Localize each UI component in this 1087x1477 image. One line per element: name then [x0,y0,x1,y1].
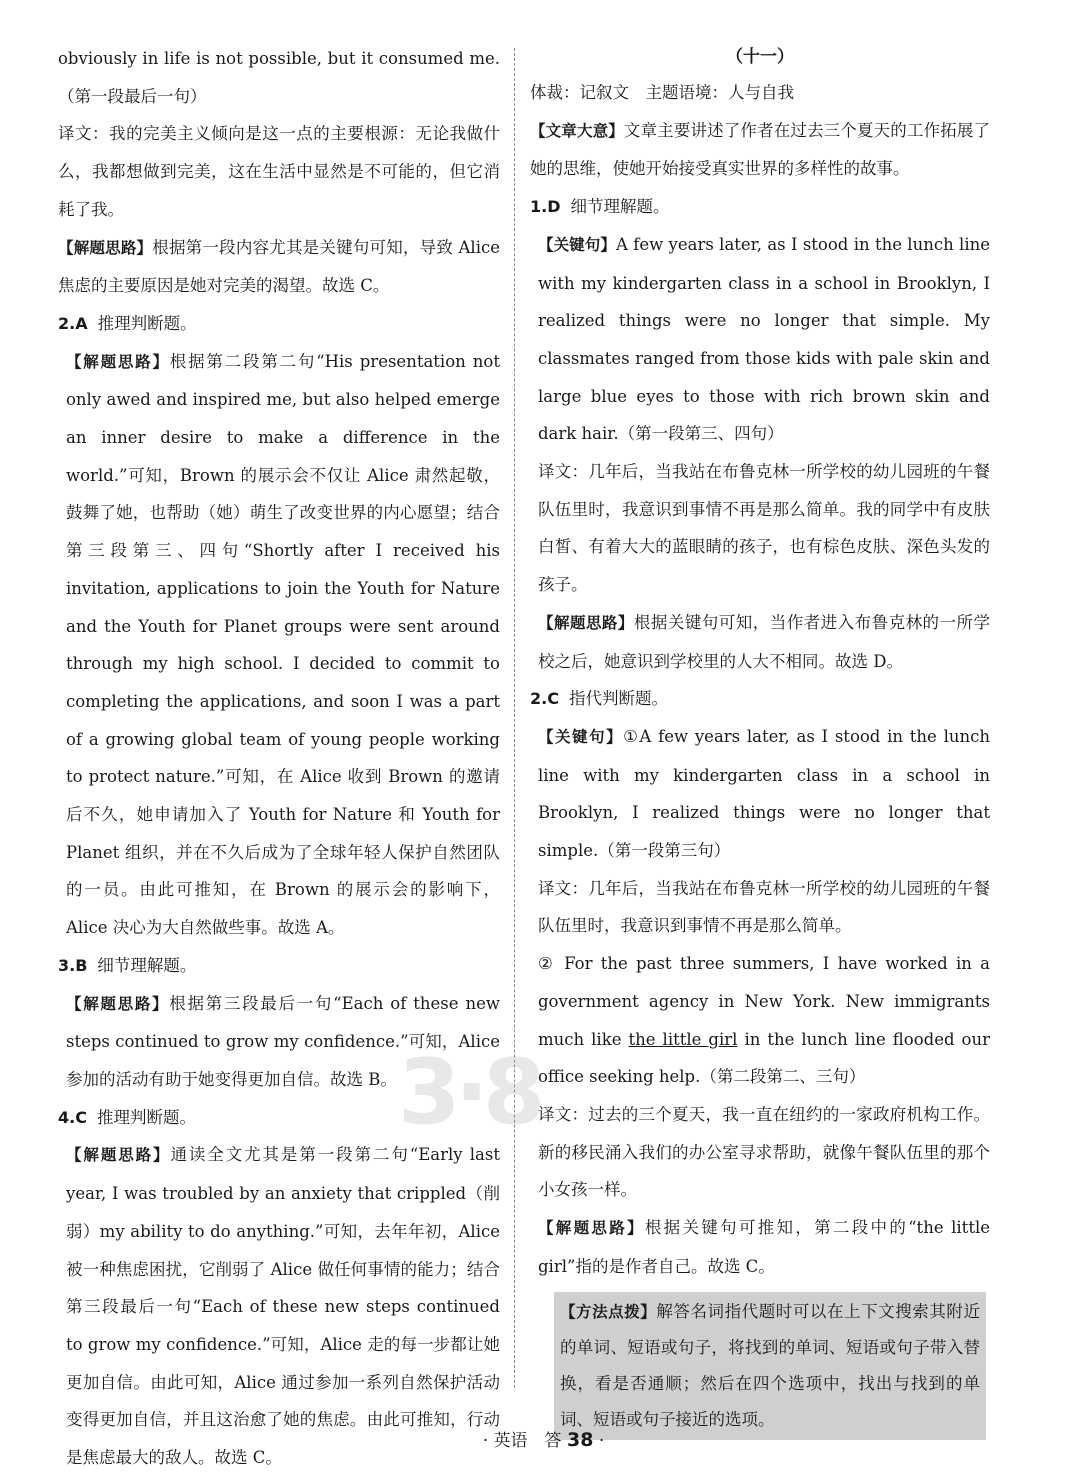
question-number: 2.A [58,313,88,333]
question-number: 1.D [530,197,561,217]
solution-paragraph [530,604,990,680]
underlined-phrase: the little girl [628,1029,738,1049]
solution-paragraph [58,985,500,1099]
method-tip-paragraph [560,1294,980,1438]
solution-label: 【解题思路】 [66,1146,171,1165]
key-sentence-paragraph [530,226,990,453]
method-tip-text: 解答名词指代题时可以在上下文搜索其附近的单词、短语或句子，将找到的单词、短语或句子带入替换，看是否通顺；然后在四个选项中，找出与找到的单词、短语或句子接近的选项。 [560,1301,980,1429]
question-heading [58,947,500,985]
translation-text: 译文：我的完美主义倾向是这一点的主要根源：无论我做什么，我都想做到完美，这在生活中显然是不可能的，但它消耗了我。 [58,124,500,219]
page-footer [0,1426,1087,1451]
solution-paragraph [58,343,500,947]
question-heading [58,305,500,343]
question-heading [58,1099,500,1137]
solution-text: 根据第一段内容尤其是关键句可知，导致 Alice 焦虑的主要原因是她对完美的渴望。故选 C。 [58,237,500,296]
method-tip-label: 【方法点拨】 [560,1302,657,1321]
continued-text: obviously in life is not possible, but it consumed me.（第一段最后一句） [58,49,500,106]
page-number: 38 [566,1429,594,1451]
summary-text: 文章主要讲述了作者在过去三个夏天的工作拓展了她的思维，使她开始接受真实世界的多样性的故事。 [530,120,990,179]
section-title: （十一） [726,47,794,67]
translation-text: 译文：几年后，当我站在布鲁克林一所学校的幼儿园班的午餐队伍里时，我意识到事情不再是那么简单。 [538,878,990,936]
key-sentence-part: ② For the past three summers, I have worked in a government agency in New York. New immigrants much like [538,954,990,1049]
footer-subject: · 英语 答 [482,1431,562,1451]
question-type: 指代判断题。 [568,689,668,709]
solution-text: 根据关键句可知，当作者进入布鲁克林的一所学校之后，她意识到学校里的人大不相同。故选 D。 [538,612,990,671]
translation-text: 译文：过去的三个夏天，我一直在纽约的一家政府机构工作。新的移民涌入我们的办公室寻求帮助，就像午餐队伍里的那个小女孩一样。 [538,1104,990,1200]
solution-label: 【解题思路】 [538,613,634,632]
solution-text: 通读全文尤其是第一段第二句“Early last year, I was troubled by an anxiety that crippled（削弱）my ability to do anything.”可知，去年年初，Alice 被一种焦虑困扰，它削弱了 Alice 做任何事情的能力；结合第三段最后一句“Each of these new steps continued to grow my confidence.”可知，Alice 走的每一步都让她更加自信。由此可知，Alice 通过参加一系列自然保护活动变得更加自信，并且这治愈了她的焦虑。由此可推知，行动是焦虑最大的敌人。故选 C。 [66,1145,500,1468]
question-type: 推理判断题。 [96,1107,196,1127]
question-heading [530,680,990,718]
solution-label: 【解题思路】 [58,238,153,257]
question-number: 3.B [58,955,88,975]
genre-line: 体裁：记叙文 主题语境：人与自我 [530,83,794,102]
question-number: 2.C [530,689,559,709]
solution-label: 【解题思路】 [66,994,170,1013]
key-sentence-label: 【关键句】 [538,727,624,746]
key-sentence-text: A few years later, as I stood in the lunch line with my kindergarten class in a school in Brooklyn, I realized things were no longer that simple. My classmates ranged from those kids with pale skin and large blue eyes to those with rich brown skin and dark hair.（第一段第三、四句） [538,234,990,444]
question-type: 推理判断题。 [97,313,197,333]
question-type: 细节理解题。 [570,197,670,217]
footer-dot: · [598,1431,605,1451]
solution-text: 根据第三段最后一句“Each of these new steps continued to grow my confidence.”可知，Alice 参加的活动有助于她变得更加自信。故选 B。 [66,993,500,1089]
solution-text: 根据关键句可推知，第二段中的“the little girl”指的是作者自己。故选 C。 [538,1218,990,1276]
key-sentence-text: ①A few years later, as I stood in the lunch line with my kindergarten class in a school in Brooklyn, I realized things were no longer that simple.（第一段第三句） [538,726,990,861]
summary-paragraph [530,112,990,188]
question-heading [530,188,990,226]
solution-paragraph [58,229,500,305]
key-sentence-label: 【关键句】 [538,235,616,254]
translation-text: 译文：几年后，当我站在布鲁克林一所学校的幼儿园班的午餐队伍里时，我意识到事情不再是那么简单。我的同学中有皮肤白皙、有着大大的蓝眼睛的孩子，也有棕色皮肤、深色头发的孩子。 [538,462,990,595]
method-tip-box [554,1292,986,1440]
key-sentence-text [530,945,990,1096]
key-sentence-part: in the lunch line flooded our office seeking help.（第二段第二、三句） [538,1029,991,1087]
solution-paragraph [530,1209,990,1285]
solution-label: 【解题思路】 [66,352,170,371]
watermark-logo: 3·8 [398,1040,540,1145]
right-column [530,40,990,1440]
left-column [58,40,500,1477]
summary-label: 【文章大意】 [530,121,624,140]
question-type: 细节理解题。 [97,955,197,975]
solution-label: 【解题思路】 [538,1219,645,1238]
key-sentence-paragraph [530,718,990,870]
column-divider [514,48,515,1388]
solution-text: 根据第二段第二句“His presentation not only awed and inspired me, but also helped emerge an inner desire to make a difference in the world.”可知，Brown 的展示会不仅让 Alice 肃然起敬，鼓舞了她，也帮助（她）萌生了改变世界的内心愿望；结合第三段第三、四句“Shortly after I received his invitation, applications to join the Youth for Nature and the Youth for Planet groups were sent around through my high school. I decided to commit to completing the applications, and soon I was a part of a growing global team of young people working to protect nature.”可知，在 Alice 收到 Brown 的邀请后不久，她申请加入了 Youth for Nature 和 Youth for Planet 组织，并在不久后成为了全球年轻人保护自然团队的一员。由此可推知，在 Brown 的展示会的影响下，Alice 决心为大自然做些事。故选 A。 [66,351,500,938]
question-number: 4.C [58,1107,87,1127]
